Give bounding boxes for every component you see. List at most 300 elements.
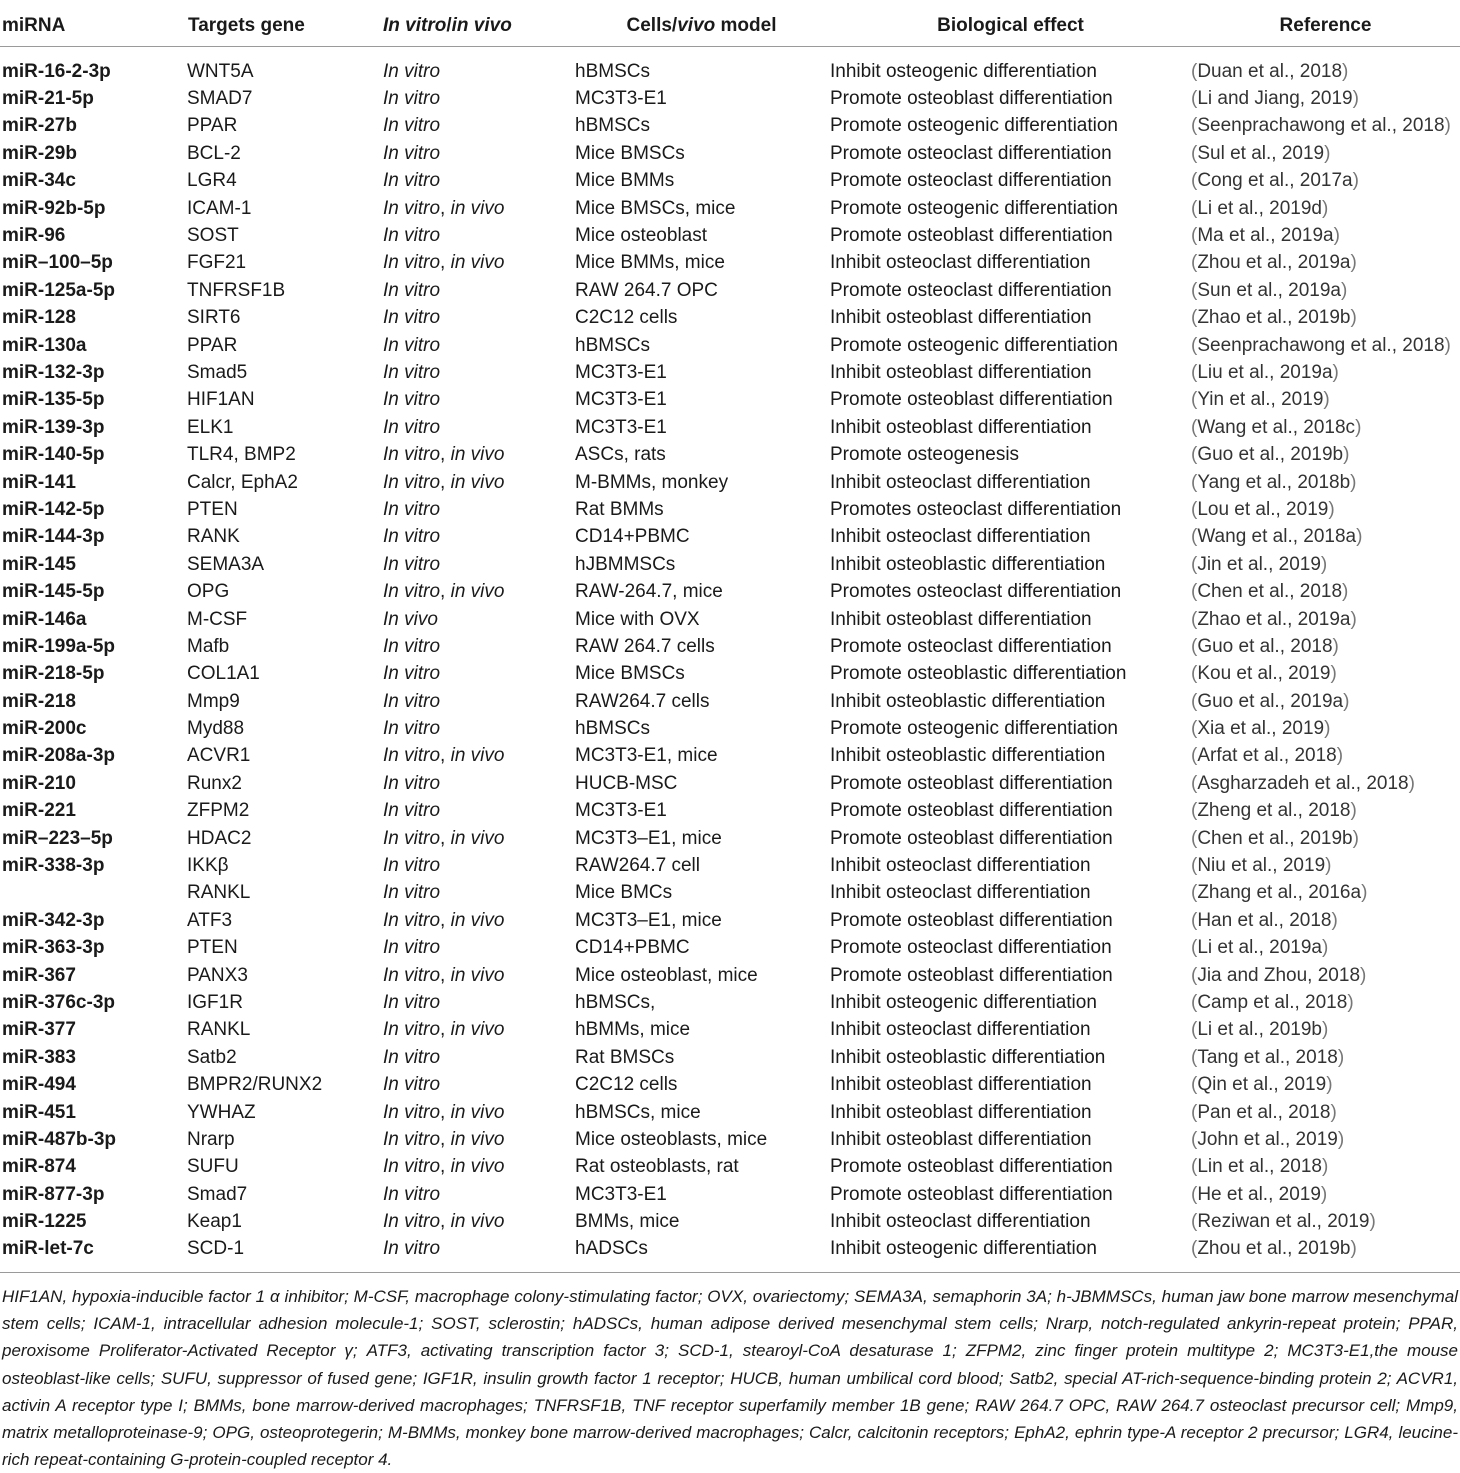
cell-target-gene: SIRT6 bbox=[187, 307, 241, 329]
cell-mirna: miR–223–5p bbox=[2, 827, 113, 849]
cell-biological-effect: Promotes osteoclast differentiation bbox=[830, 581, 1122, 603]
cell-mirna: miR-21-5p bbox=[2, 88, 94, 110]
cell-biological-effect: Inhibit osteoblastic differentiation bbox=[830, 690, 1106, 712]
cell-in-vitro-in-vivo bbox=[379, 140, 573, 167]
table-row bbox=[0, 332, 1460, 359]
cell-biological-effect: Inhibit osteoclast differentiation bbox=[830, 526, 1091, 548]
cell-biological-effect: Promote osteoblast differentiation bbox=[830, 88, 1113, 110]
cell-reference: (Jia and Zhou, 2018) bbox=[1191, 964, 1367, 986]
cell-cells-model: RAW264.7 cell bbox=[575, 855, 700, 877]
cell-in-vitro-in-vivo bbox=[379, 359, 573, 386]
cell-target-gene: OPG bbox=[187, 581, 230, 603]
table-row bbox=[0, 168, 1460, 195]
cell-target-gene: Runx2 bbox=[187, 772, 242, 794]
cell-target-gene: HDAC2 bbox=[187, 827, 252, 849]
cell-mirna: miR-140-5p bbox=[2, 444, 105, 466]
cell-reference: (Qin et al., 2019) bbox=[1191, 1074, 1333, 1096]
model-primary: In vitro bbox=[383, 444, 441, 466]
reference-link[interactable]: Arfat et al., 2018 bbox=[1197, 745, 1337, 767]
table-row bbox=[0, 1236, 1460, 1273]
cell-cells-model: MC3T3-E1 bbox=[575, 361, 667, 383]
cell-target-gene: PANX3 bbox=[187, 964, 248, 986]
cell-mirna: miR-221 bbox=[2, 800, 76, 822]
model-primary: In vitro bbox=[383, 827, 441, 849]
table-row bbox=[0, 989, 1460, 1016]
cell-mirna: miR-16-2-3p bbox=[2, 60, 111, 82]
cell-in-vitro-in-vivo bbox=[379, 606, 573, 633]
reference-link[interactable]: Li et al., 2019d bbox=[1197, 197, 1322, 219]
cell-mirna: miR-363-3p bbox=[2, 937, 105, 959]
cell-target-gene: Mmp9 bbox=[187, 690, 240, 712]
table-row bbox=[0, 907, 1460, 934]
reference-link[interactable]: Li et al., 2019b bbox=[1197, 1019, 1322, 1041]
cell-mirna: miR-125a-5p bbox=[2, 279, 115, 301]
cell-target-gene: Smad7 bbox=[187, 1183, 248, 1205]
cell-target-gene: RANK bbox=[187, 526, 240, 548]
cell-biological-effect: Inhibit osteoclast differentiation bbox=[830, 1211, 1091, 1233]
table-row bbox=[0, 880, 1460, 907]
reference-link[interactable]: Lin et al., 2018 bbox=[1197, 1156, 1322, 1178]
cell-biological-effect: Promote osteogenesis bbox=[830, 444, 1020, 466]
cell-cells-model: Mice osteoblast bbox=[575, 225, 708, 247]
model-primary: In vitro bbox=[383, 389, 441, 411]
cell-in-vitro-in-vivo bbox=[379, 47, 573, 86]
cell-biological-effect: Promote osteogenic differentiation bbox=[830, 334, 1118, 356]
table-row bbox=[0, 222, 1460, 249]
model-primary: In vitro bbox=[383, 1019, 441, 1041]
cell-mirna: miR-144-3p bbox=[2, 526, 105, 548]
model-secondary: in vivo bbox=[450, 197, 505, 219]
cell-target-gene: BCL-2 bbox=[187, 142, 241, 164]
cell-in-vitro-in-vivo: In vitro, in vivo bbox=[383, 1128, 505, 1150]
cell-in-vitro-in-vivo: In vitro, in vivo bbox=[383, 1101, 505, 1123]
cell-reference: (Guo et al., 2019a) bbox=[1191, 690, 1350, 712]
reference-link[interactable]: Ma et al., 2019a bbox=[1197, 225, 1334, 247]
table-row bbox=[0, 715, 1460, 742]
cell-in-vitro-in-vivo bbox=[379, 880, 573, 907]
cell-reference: (Zhou et al., 2019b) bbox=[1191, 1236, 1460, 1273]
cell-reference: (Li et al., 2019d) bbox=[1191, 197, 1329, 219]
model-primary: In vitro bbox=[383, 252, 441, 274]
table-row bbox=[0, 47, 1460, 86]
reference-link[interactable]: Li et al., 2019a bbox=[1197, 937, 1322, 959]
table-row bbox=[0, 441, 1460, 468]
cell-in-vitro-in-vivo: In vitro, in vivo bbox=[383, 827, 505, 849]
cell-in-vitro-in-vivo bbox=[379, 332, 573, 359]
cell-mirna: miR-130a bbox=[2, 334, 87, 356]
cell-biological-effect: Promote osteogenic differentiation bbox=[830, 197, 1118, 219]
cell-cells-model: RAW 264.7 cells bbox=[575, 635, 715, 657]
cell-biological-effect: Promote osteoblast differentiation bbox=[830, 827, 1113, 849]
cell-mirna: miR-208a-3p bbox=[2, 745, 115, 767]
model-secondary: in vivo bbox=[450, 745, 505, 767]
cell-biological-effect: Promote osteoclast differentiation bbox=[830, 635, 1112, 657]
cell-biological-effect: Promote osteoclast differentiation bbox=[830, 142, 1112, 164]
cell-biological-effect: Promote osteoblast differentiation bbox=[830, 1183, 1113, 1205]
cell-target-gene: PPAR bbox=[187, 115, 238, 137]
reference-link[interactable]: Yang et al., 2018b bbox=[1197, 471, 1351, 493]
cell-target-gene: Satb2 bbox=[187, 1046, 237, 1068]
cell-mirna: miR-342-3p bbox=[2, 909, 105, 931]
cell-in-vitro-in-vivo bbox=[379, 852, 573, 879]
header-targets-gene: Targets gene bbox=[176, 6, 379, 47]
cell-reference: (Liu et al., 2019a) bbox=[1191, 361, 1339, 383]
cell-biological-effect: Inhibit osteoblastic differentiation bbox=[830, 553, 1106, 575]
cell-in-vitro-in-vivo: In vitro, in vivo bbox=[383, 581, 505, 603]
model-primary: In vitro bbox=[383, 88, 441, 110]
cell-mirna: miR-376c-3p bbox=[2, 991, 115, 1013]
cell-reference: (Pan et al., 2018) bbox=[1191, 1101, 1337, 1123]
reference-link[interactable]: Qin et al., 2019 bbox=[1197, 1074, 1327, 1096]
reference-link[interactable]: Camp et al., 2018 bbox=[1197, 991, 1348, 1013]
cell-reference: (Li et al., 2019b) bbox=[1191, 1019, 1329, 1041]
reference-link[interactable]: Chen et al., 2018 bbox=[1197, 581, 1343, 603]
cell-mirna bbox=[0, 880, 176, 907]
cell-mirna: miR-27b bbox=[2, 115, 77, 137]
cell-in-vitro-in-vivo bbox=[379, 85, 573, 112]
cell-in-vitro-in-vivo: In vitro, in vivo bbox=[383, 197, 505, 219]
cell-biological-effect: Inhibit osteoclast differentiation bbox=[830, 882, 1091, 904]
cell-mirna: miR-135-5p bbox=[2, 389, 105, 411]
cell-in-vitro-in-vivo bbox=[379, 770, 573, 797]
reference-link[interactable]: Sun et al., 2019a bbox=[1197, 279, 1341, 301]
model-secondary: in vivo bbox=[450, 252, 505, 274]
cell-cells-model: MC3T3-E1 bbox=[575, 389, 667, 411]
cell-in-vitro-in-vivo: In vitro, in vivo bbox=[383, 1156, 505, 1178]
cell-cells-model: hBMSCs bbox=[575, 334, 650, 356]
model-primary: In vitro bbox=[383, 745, 441, 767]
reference-link[interactable]: Xia et al., 2019 bbox=[1197, 718, 1325, 740]
reference-link[interactable]: Tang et al., 2018 bbox=[1197, 1046, 1338, 1068]
reference-link[interactable]: Seenprachawong et al., 2018 bbox=[1197, 115, 1445, 137]
cell-reference: (He et al., 2019) bbox=[1191, 1183, 1328, 1205]
model-secondary: in vivo bbox=[450, 827, 505, 849]
cell-cells-model: MC3T3-E1 bbox=[575, 416, 667, 438]
cell-mirna: miR-338-3p bbox=[2, 855, 105, 877]
model-primary: In vitro bbox=[383, 964, 441, 986]
model-primary: In vitro bbox=[383, 1128, 441, 1150]
cell-target-gene: TLR4, BMP2 bbox=[187, 444, 296, 466]
cell-biological-effect: Promote osteoblast differentiation bbox=[830, 389, 1113, 411]
cell-in-vitro-in-vivo: In vitro, in vivo bbox=[383, 444, 505, 466]
reference-link[interactable]: Duan et al., 2018 bbox=[1197, 60, 1343, 82]
cell-target-gene: YWHAZ bbox=[187, 1101, 256, 1123]
cell-cells-model: Mice BMCs bbox=[575, 882, 673, 904]
reference-link[interactable]: Wang et al., 2018a bbox=[1197, 526, 1357, 548]
cell-biological-effect: Inhibit osteoclast differentiation bbox=[830, 471, 1091, 493]
cell-target-gene: SEMA3A bbox=[187, 553, 265, 575]
model-primary: In vitro bbox=[383, 334, 441, 356]
model-primary: In vitro bbox=[383, 772, 441, 794]
cell-in-vitro-in-vivo bbox=[379, 989, 573, 1016]
cell-in-vitro-in-vivo bbox=[379, 414, 573, 441]
cell-biological-effect: Promote osteoclast differentiation bbox=[830, 279, 1112, 301]
model-primary: In vivo bbox=[383, 608, 438, 630]
cell-reference: (Sul et al., 2019) bbox=[1191, 142, 1331, 164]
table-header bbox=[0, 6, 1460, 47]
model-secondary: in vivo bbox=[450, 1128, 505, 1150]
cell-mirna: miR-139-3p bbox=[2, 416, 105, 438]
table-row bbox=[0, 1017, 1460, 1044]
reference-link[interactable]: Zhao et al., 2019a bbox=[1197, 608, 1351, 630]
table-row bbox=[0, 661, 1460, 688]
cell-cells-model: CD14+PBMC bbox=[575, 526, 690, 548]
cell-biological-effect: Inhibit osteoblast differentiation bbox=[830, 1101, 1092, 1123]
reference-link[interactable]: Chen et al., 2019b bbox=[1197, 827, 1353, 849]
cell-biological-effect: Inhibit osteogenic differentiation bbox=[830, 1236, 1191, 1273]
table-row bbox=[0, 798, 1460, 825]
model-primary: In vitro bbox=[383, 855, 441, 877]
model-primary: In vitro bbox=[383, 361, 441, 383]
cell-biological-effect: Inhibit osteoclast differentiation bbox=[830, 252, 1091, 274]
reference-link[interactable]: Jin et al., 2019 bbox=[1197, 553, 1321, 575]
table-row bbox=[0, 551, 1460, 578]
cell-reference: (Zhao et al., 2019a) bbox=[1191, 608, 1357, 630]
cell-reference: (Zhou et al., 2019a) bbox=[1191, 252, 1357, 274]
reference-link[interactable]: Zheng et al., 2018 bbox=[1197, 800, 1351, 822]
reference-link[interactable]: He et al., 2019 bbox=[1197, 1183, 1321, 1205]
table-row bbox=[0, 469, 1460, 496]
cell-reference: (Chen et al., 2019b) bbox=[1191, 827, 1359, 849]
reference-link[interactable]: Guo et al., 2019a bbox=[1197, 690, 1344, 712]
model-secondary: in vivo bbox=[450, 1101, 505, 1123]
cell-biological-effect: Inhibit osteoblast differentiation bbox=[830, 1074, 1092, 1096]
cell-reference: (Yin et al., 2019) bbox=[1191, 389, 1330, 411]
reference-link[interactable]: Kou et al., 2019 bbox=[1197, 663, 1331, 685]
cell-target-gene: Myd88 bbox=[187, 718, 245, 740]
cell-in-vitro-in-vivo: In vitro, in vivo bbox=[383, 745, 505, 767]
model-primary: In vitro bbox=[383, 1156, 441, 1178]
cell-in-vitro-in-vivo bbox=[379, 935, 573, 962]
cell-reference: (Guo et al., 2018) bbox=[1191, 635, 1339, 657]
reference-link[interactable]: Liu et al., 2019a bbox=[1197, 361, 1333, 383]
table-row bbox=[0, 1071, 1460, 1098]
reference-link[interactable]: Li and Jiang, 2019 bbox=[1197, 88, 1353, 110]
reference-link[interactable]: Zhou et al., 2019a bbox=[1197, 252, 1351, 274]
reference-link[interactable]: Seenprachawong et al., 2018 bbox=[1197, 334, 1445, 356]
cell-reference: (Asgharzadeh et al., 2018) bbox=[1191, 772, 1415, 794]
cell-cells-model: Mice BMMs, mice bbox=[575, 252, 725, 274]
reference-link[interactable]: Guo et al., 2019b bbox=[1197, 444, 1344, 466]
cell-cells-model: Mice osteoblast, mice bbox=[575, 964, 758, 986]
cell-in-vitro-in-vivo bbox=[379, 1181, 573, 1208]
cell-target-gene: SCD-1 bbox=[176, 1236, 379, 1273]
cell-cells-model: Mice BMMs bbox=[575, 170, 675, 192]
cell-mirna: miR-877-3p bbox=[2, 1183, 105, 1205]
reference-link[interactable]: Asgharzadeh et al., 2018 bbox=[1197, 772, 1409, 794]
reference-link[interactable]: Reziwan et al., 2019 bbox=[1197, 1211, 1370, 1233]
cell-reference: (Lou et al., 2019) bbox=[1191, 498, 1335, 520]
cell-in-vitro-in-vivo bbox=[379, 798, 573, 825]
table-row bbox=[0, 140, 1460, 167]
cell-biological-effect: Promote osteoblast differentiation bbox=[830, 800, 1113, 822]
cell-target-gene: Nrarp bbox=[187, 1128, 235, 1150]
model-primary: In vitro bbox=[383, 663, 441, 685]
cell-cells-model: MC3T3-E1 bbox=[575, 800, 667, 822]
cell-mirna: miR–100–5p bbox=[2, 252, 113, 274]
cell-in-vitro-in-vivo bbox=[379, 305, 573, 332]
cell-cells-model: Mice with OVX bbox=[575, 608, 700, 630]
cell-reference: (Seenprachawong et al., 2018) bbox=[1191, 334, 1451, 356]
model-primary: In vitro bbox=[383, 1211, 441, 1233]
table-row bbox=[0, 1154, 1460, 1181]
model-primary: In vitro bbox=[383, 937, 441, 959]
table-row bbox=[0, 935, 1460, 962]
cell-reference: (Wang et al., 2018a) bbox=[1191, 526, 1363, 548]
cell-reference: (Seenprachawong et al., 2018) bbox=[1191, 115, 1451, 137]
reference-link[interactable]: Cong et al., 2017a bbox=[1197, 170, 1353, 192]
reference-link[interactable]: Pan et al., 2018 bbox=[1197, 1101, 1331, 1123]
cell-mirna: miR-494 bbox=[2, 1074, 76, 1096]
cell-mirna: miR-210 bbox=[2, 772, 76, 794]
cell-target-gene: PPAR bbox=[187, 334, 238, 356]
cell-target-gene: BMPR2/RUNX2 bbox=[187, 1074, 323, 1096]
cell-mirna: miR-874 bbox=[2, 1156, 76, 1178]
cell-mirna: miR-let-7c bbox=[0, 1236, 176, 1273]
reference-link[interactable]: Zhang et al., 2016a bbox=[1197, 882, 1362, 904]
cell-in-vitro-in-vivo: In vitro, in vivo bbox=[383, 471, 505, 493]
table-row bbox=[0, 85, 1460, 112]
cell-cells-model: hBMSCs bbox=[575, 60, 650, 82]
reference-link[interactable]: Yin et al., 2019 bbox=[1197, 389, 1324, 411]
cell-cells-model: MC3T3–E1, mice bbox=[575, 827, 722, 849]
cell-biological-effect: Inhibit osteogenic differentiation bbox=[830, 991, 1097, 1013]
cell-in-vitro-in-vivo: In vitro, in vivo bbox=[383, 252, 505, 274]
cell-target-gene: HIF1AN bbox=[187, 389, 255, 411]
reference-link[interactable]: John et al., 2019 bbox=[1197, 1128, 1338, 1150]
cell-biological-effect: Promotes osteoclast differentiation bbox=[830, 498, 1122, 520]
model-primary: In vitro bbox=[383, 416, 441, 438]
cell-biological-effect: Inhibit osteoblastic differentiation bbox=[830, 745, 1106, 767]
cell-reference: (Zhao et al., 2019b) bbox=[1191, 307, 1357, 329]
cell-reference: (Lin et al., 2018) bbox=[1191, 1156, 1329, 1178]
model-primary: In vitro bbox=[383, 553, 441, 575]
model-primary: In vitro bbox=[383, 1046, 441, 1068]
cell-cells-model: C2C12 cells bbox=[575, 307, 678, 329]
model-secondary: in vivo bbox=[450, 471, 505, 493]
table-row bbox=[0, 496, 1460, 523]
reference-link[interactable]: Lou et al., 2019 bbox=[1197, 498, 1329, 520]
model-secondary: in vivo bbox=[450, 444, 505, 466]
table-row bbox=[0, 1099, 1460, 1126]
cell-cells-model: RAW-264.7, mice bbox=[575, 581, 723, 603]
reference-link[interactable]: Han et al., 2018 bbox=[1197, 909, 1332, 931]
cell-reference: (Kou et al., 2019) bbox=[1191, 663, 1337, 685]
cell-mirna: miR-141 bbox=[2, 471, 76, 493]
cell-mirna: miR-377 bbox=[2, 1019, 76, 1041]
table-row bbox=[0, 606, 1460, 633]
cell-cells-model: hBMSCs bbox=[575, 115, 650, 137]
cell-cells-model: Rat BMSCs bbox=[575, 1046, 675, 1068]
cell-cells-model: Rat BMMs bbox=[575, 498, 664, 520]
model-secondary: in vivo bbox=[450, 1211, 505, 1233]
model-primary: In vitro bbox=[383, 60, 441, 82]
model-secondary: in vivo bbox=[450, 909, 505, 931]
cell-target-gene: TNFRSF1B bbox=[187, 279, 286, 301]
cell-mirna: miR-487b-3p bbox=[2, 1128, 117, 1150]
table-row bbox=[0, 524, 1460, 551]
header-mirna: miRNA bbox=[0, 6, 176, 47]
cell-biological-effect: Promote osteoblast differentiation bbox=[830, 909, 1113, 931]
model-primary: In vitro bbox=[383, 991, 441, 1013]
cell-in-vitro-in-vivo: In vitro, in vivo bbox=[383, 1019, 505, 1041]
cell-biological-effect: Promote osteoblast differentiation bbox=[830, 225, 1113, 247]
cell-target-gene: Mafb bbox=[187, 635, 230, 657]
table-row bbox=[0, 743, 1460, 770]
cell-biological-effect: Inhibit osteogenic differentiation bbox=[830, 60, 1097, 82]
reference-link[interactable]: Sul et al., 2019 bbox=[1197, 142, 1325, 164]
model-primary: In vitro bbox=[383, 1183, 441, 1205]
cell-biological-effect: Promote osteogenic differentiation bbox=[830, 718, 1118, 740]
header-biological-effect: Biological effect bbox=[830, 6, 1191, 47]
cell-cells-model: hBMSCs bbox=[575, 718, 650, 740]
table-row bbox=[0, 578, 1460, 605]
cell-reference: (Arfat et al., 2018) bbox=[1191, 745, 1344, 767]
cell-target-gene: ZFPM2 bbox=[187, 800, 250, 822]
model-primary: In vitro bbox=[383, 225, 441, 247]
model-primary: In vitro bbox=[383, 498, 441, 520]
cell-in-vitro-in-vivo bbox=[379, 633, 573, 660]
table-row bbox=[0, 962, 1460, 989]
cell-reference: (Tang et al., 2018) bbox=[1191, 1046, 1345, 1068]
cell-target-gene: ELK1 bbox=[187, 416, 234, 438]
model-secondary: in vivo bbox=[450, 1156, 505, 1178]
reference-link[interactable]: Niu et al., 2019 bbox=[1197, 855, 1326, 877]
cell-mirna: miR-145-5p bbox=[2, 581, 105, 603]
reference-link[interactable]: Zhao et al., 2019b bbox=[1197, 307, 1351, 329]
table-row bbox=[0, 1126, 1460, 1153]
table-row bbox=[0, 1044, 1460, 1071]
cell-in-vitro-in-vivo bbox=[379, 168, 573, 195]
model-primary: In vitro bbox=[383, 170, 441, 192]
reference-link[interactable]: Zhou et al., 2019b bbox=[1197, 1238, 1351, 1260]
reference-link[interactable]: Jia and Zhou, 2018 bbox=[1197, 964, 1361, 986]
model-primary: In vitro bbox=[383, 1101, 441, 1123]
cell-mirna: miR-128 bbox=[2, 307, 76, 329]
cell-mirna: miR-29b bbox=[2, 142, 77, 164]
model-primary: In vitro bbox=[383, 471, 441, 493]
cell-target-gene: Keap1 bbox=[187, 1211, 242, 1233]
cell-in-vitro-in-vivo: In vitro, in vivo bbox=[383, 909, 505, 931]
cell-reference: (Duan et al., 2018) bbox=[1191, 60, 1349, 82]
reference-link[interactable]: Wang et al., 2018c bbox=[1197, 416, 1356, 438]
cell-cells-model: CD14+PBMC bbox=[575, 937, 690, 959]
cell-biological-effect: Inhibit osteoblast differentiation bbox=[830, 1128, 1092, 1150]
table-body bbox=[0, 47, 1460, 1273]
cell-target-gene: M-CSF bbox=[187, 608, 248, 630]
table-row bbox=[0, 359, 1460, 386]
cell-mirna: miR-132-3p bbox=[2, 361, 105, 383]
cell-reference: (Camp et al., 2018) bbox=[1191, 991, 1354, 1013]
cell-mirna: miR-383 bbox=[2, 1046, 76, 1068]
cell-reference: (Reziwan et al., 2019) bbox=[1191, 1211, 1376, 1233]
cell-biological-effect: Promote osteoblast differentiation bbox=[830, 1156, 1113, 1178]
model-primary: In vitro bbox=[383, 635, 441, 657]
reference-link[interactable]: Guo et al., 2018 bbox=[1197, 635, 1333, 657]
cell-target-gene: PTEN bbox=[187, 498, 238, 520]
cell-target-gene: IGF1R bbox=[187, 991, 243, 1013]
table-row bbox=[0, 825, 1460, 852]
cell-reference: (Li et al., 2019a) bbox=[1191, 937, 1329, 959]
model-secondary: in vivo bbox=[450, 581, 505, 603]
table-row bbox=[0, 633, 1460, 660]
cell-in-vitro-in-vivo bbox=[379, 551, 573, 578]
cell-in-vitro-in-vivo bbox=[379, 1044, 573, 1071]
cell-biological-effect: Promote osteoblast differentiation bbox=[830, 772, 1113, 794]
cell-cells-model: ASCs, rats bbox=[575, 444, 666, 466]
cell-mirna: miR-218-5p bbox=[2, 663, 105, 685]
cell-reference: (Han et al., 2018) bbox=[1191, 909, 1338, 931]
